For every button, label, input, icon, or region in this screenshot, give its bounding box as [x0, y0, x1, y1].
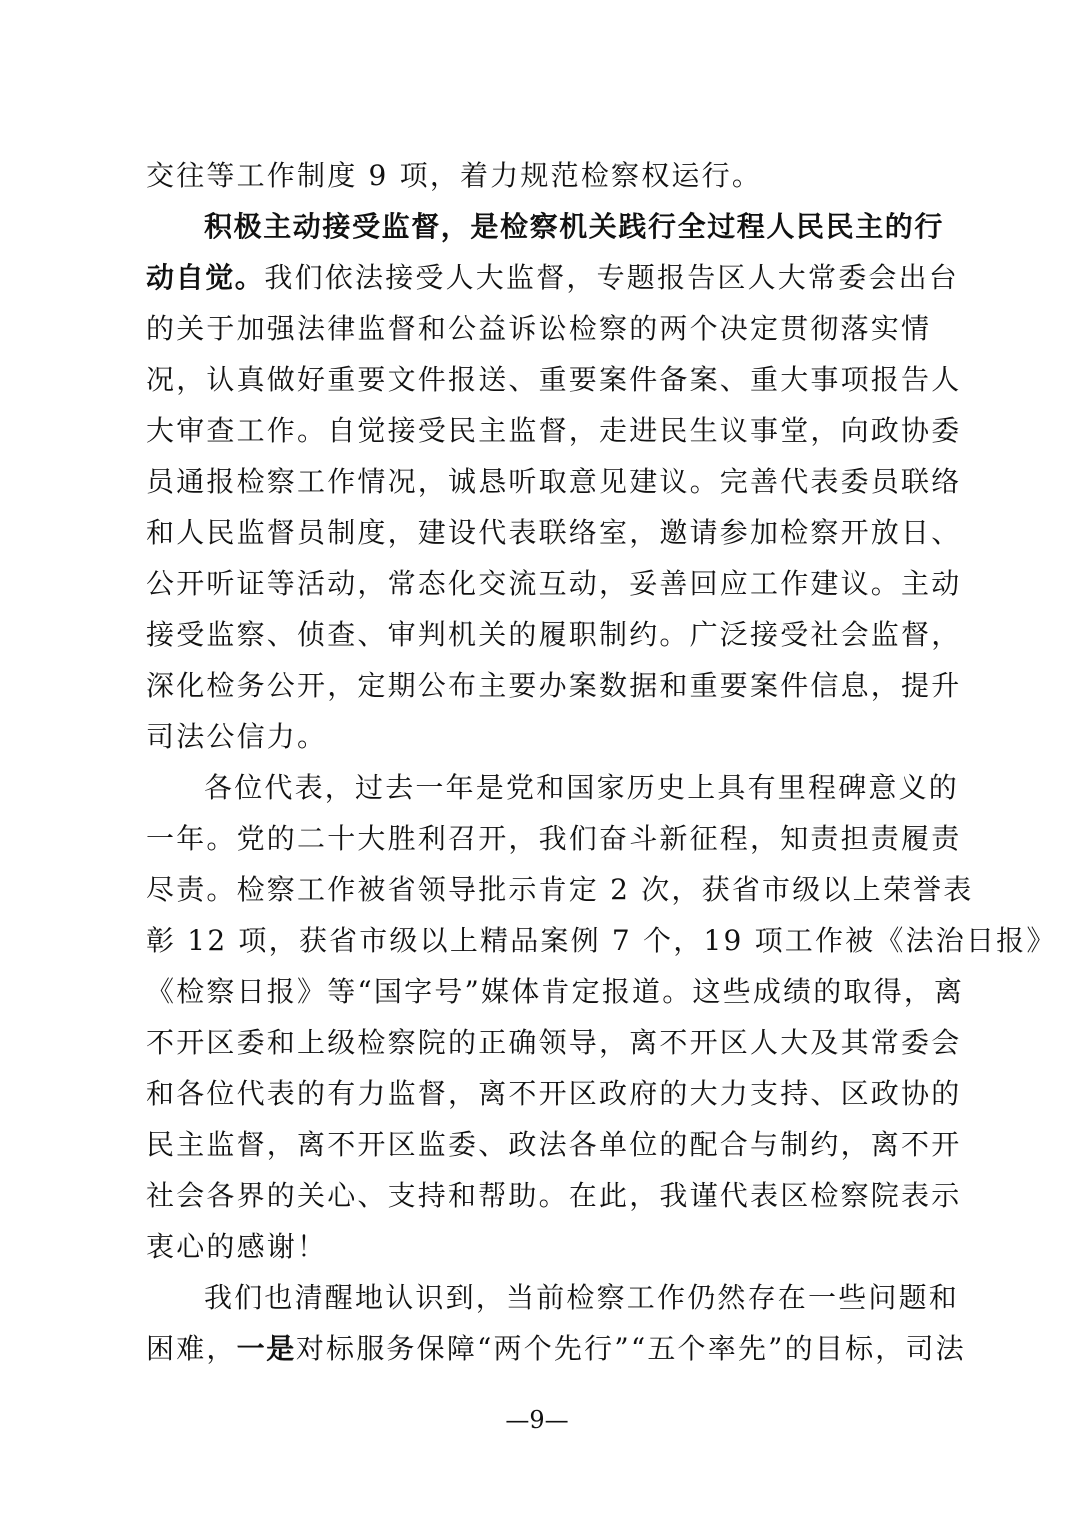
text-line: 大审查工作。自觉接受民主监督，走进民生议事堂，向政协委: [146, 414, 962, 447]
text-line: 一年。党的二十大胜利召开，我们奋斗新征程，知责担责履责: [146, 822, 962, 855]
text-line: 和各位代表的有力监督，离不开区政府的大力支持、区政协的: [146, 1077, 962, 1110]
text-line: [146, 201, 945, 252]
bold-heading: 动自觉。: [146, 261, 265, 294]
body-text: [146, 150, 1057, 1374]
text-line: 员通报检察工作情况，诚恳听取意见建议。完善代表委员联络: [146, 465, 962, 498]
page-number: —9—: [505, 1406, 569, 1434]
text-line: 司法公信力。: [146, 720, 328, 753]
text-line: 公开听证等活动，常态化交流互动，妥善回应工作建议。主动: [146, 567, 962, 600]
text-line: 况，认真做好重要文件报送、重要案件备案、重大事项报告人: [146, 363, 962, 396]
text-line: 彰 12 项，获省市级以上精品案例 7 个，19 项工作被《法治日报》: [146, 924, 1057, 957]
text-line: 民主监督，离不开区监委、政法各单位的配合与制约，离不开: [146, 1128, 962, 1161]
bold-heading: 积极主动接受监督，是检察机关践行全过程人民民主的行: [204, 210, 945, 243]
text-line: 我们也清醒地认识到，当前检察工作仍然存在一些问题和: [204, 1281, 960, 1314]
bold-heading: 一是: [236, 1332, 296, 1365]
text-line: 交往等工作制度 9 项，着力规范检察权运行。: [146, 159, 763, 192]
text-line: 不开区委和上级检察院的正确领导，离不开区人大及其常委会: [146, 1026, 962, 1059]
text-line: 社会各界的关心、支持和帮助。在此，我谨代表区检察院表示: [146, 1179, 962, 1212]
text-line: 《检察日报》等“国字号”媒体肯定报道。这些成绩的取得，离: [146, 975, 965, 1008]
text-line: 动自觉。我们依法接受人大监督，专题报告区人大常委会出台: [146, 261, 960, 294]
text-line: 尽责。检察工作被省领导批示肯定 2 次，获省市级以上荣誉表: [146, 873, 974, 906]
text-line: 和人民监督员制度，建设代表联络室，邀请参加检察开放日、: [146, 516, 962, 549]
text-line: 各位代表，过去一年是党和国家历史上具有里程碑意义的: [204, 771, 960, 804]
text-line: 的关于加强法律监督和公益诉讼检察的两个决定贯彻落实情: [146, 312, 932, 345]
text-line: 接受监察、侦查、审判机关的履职制约。广泛接受社会监督，: [146, 618, 962, 651]
text-line: 困难，一是对标服务保障“两个先行”“五个率先”的目标，司法: [146, 1332, 966, 1365]
text-line: 深化检务公开，定期公布主要办案数据和重要案件信息，提升: [146, 669, 962, 702]
text-line: 衷心的感谢！: [146, 1230, 328, 1263]
